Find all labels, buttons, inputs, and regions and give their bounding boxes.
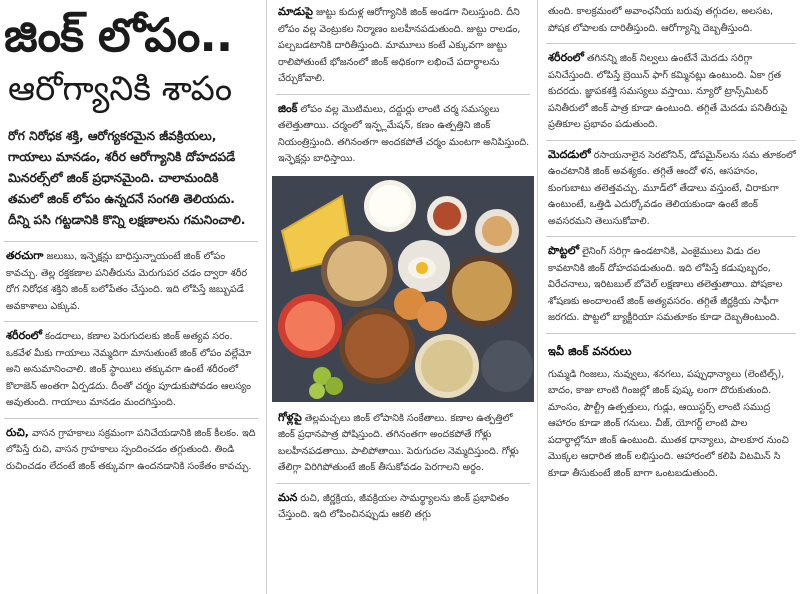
divider <box>546 333 796 334</box>
paragraph-text: జలుబు, ఇన్ఫెక్షన్లు బాధిస్తున్నాయంటే జింక్ లోపం కావచ్చు. తెల్ల రక్తకణాల పనితీరును మెరుగుపర చడం ద్వారా శరీర రోగ నిరోధక శక్తిని జింక్ బలోపేతం చేస్తుంది. ఇది లోపిస్తే జబ్బుపడే అవకాశాలు ఎక్కువ. <box>6 251 248 312</box>
paragraph-text: రుచి, జీర్ణక్రియ, జీవక్రియల సామర్థ్యాలను జింక్ ప్రభావితం చేస్తుంది. ఇది లోపించినప్పుడు ఆకలి తగ్గు <box>278 492 509 520</box>
paragraph-lead-word: శరీరంలో <box>548 51 584 64</box>
sources-paragraph: గుమ్మడి గింజలు, నువ్వులు, శనగలు, పప్పుధాన్యాలు (లెంటిల్స్), బాదం, కాజు లాంటి గింజల్లో జింక్ పుష్క లంగా దొరుకుతుంది. మాంసం, పౌల్ట్రీ ఉత్పత్తులు, గుడ్లు, ఆయిస్టర్స్ లాంటి సముద్ర ఆహారం కూడా జింక్ గనులు. చీజ్, యోగర్ట్ లాంటి పాల పదార్థాల్లోనూ జింక్ ఉంటుంది. ముతక ధాన్యాలు, పాలకూర నుంచి మొక్కల ఆధారిత జింక్ లభిస్తుంది. ఆహారంలో కలిపి విటమిన్ సి కూడా తీసుకుంటే జింక్ బాగా ఒంటబడుతుంది. <box>548 368 789 479</box>
article-paragraph <box>272 97 534 172</box>
paragraph-lead-word: పొట్టలో <box>548 244 580 257</box>
column-rule-1 <box>266 0 267 594</box>
intro-paragraph: రోగ నిరోధక శక్తి, ఆరోగ్యకరమైన జీవక్రియలు, గాయాలు మానడం, శరీర ఆరోగ్యానికి దోహదపడే మినరల్స్‌లో జింక్ ప్రధానమైంది. చాలామందికి తమలో జింక్ లోపం ఉన్నదనే సంగతి తెలియదు. దీన్ని పసి గట్టడానికి కొన్ని లక్షణాలను గమనించాలి. <box>8 129 246 227</box>
paragraph-lead-word: గోళ్లపై <box>278 410 302 424</box>
column-3 <box>542 0 800 486</box>
divider <box>4 321 258 322</box>
article-paragraph <box>0 324 262 416</box>
paragraph-text: లైనింగ్ సరిగ్గా ఉండటానికి, ఎంజైములు విడు దల కావటానికి జింక్ దోహదపడుతుంది. ఇది లోపిస్తే కడుపుబ్బరం, విరేచనాలు, ఇరిటబుల్ బోవెల్ లక్షణాలు తలెత్తుతాయి. పోషకాల శోషణకు అందాలంటే జింక్ అత్యవసరం. తగ్గితే జీర్ణక్రియ సాఫీగా జరగదు. పొట్టలో బ్యాక్టీరియా సమతూకం కూడా దెబ్బతింటుంది. <box>548 246 783 323</box>
sources-heading: ఇవీ జింక్ వనరులు <box>548 343 632 358</box>
paragraph-text: జుట్టు కుదుళ్ల ఆరోగ్యానికి జింక్ అండగా నిలుస్తుంది. దీని లోపం వల్ల వెంట్రుకల నిర్మాణం బలహీనపడుతుంది. జుట్టు రాలడం, పల్చబడటానికి దారితీస్తుంది. మామూలు కంటే ఎక్కువగా జుట్టు రాలిపోతుంటే భోజనంలో జింక్ అధికంగా లభించే పదార్థాలను చేర్చుకోవాలి. <box>278 7 521 84</box>
divider <box>276 94 530 95</box>
article-paragraph <box>0 421 262 480</box>
headline-line-2: ఆరోగ్యానికి శాపం <box>8 69 233 109</box>
article-paragraph <box>272 0 534 92</box>
paragraph-lead-word: రుచి, <box>6 425 29 439</box>
column-rule-2 <box>537 0 538 594</box>
article-paragraph <box>542 143 800 235</box>
divider <box>546 43 796 44</box>
paragraph-lead-word: మన <box>278 490 298 504</box>
paragraph-text: కండరాలు, కణాల పెరుగుదలకు జింక్ అత్యవ సరం. ఒకవేళ మీకు గాయాలు నెమ్మదిగా మానుతుంటే జింక్ లోపం వల్లేమో అని అనుమానించాలి. జింక్ స్థాయిలు తక్కువగా ఉంటే శరీరంలో కొలాజెన్ అంతగా ఏర్పడదు. దీంతో చర్మం పూడుకుపోవడం ఆలస్యం అవుతుంది. గాయాలు మానడం మందగిస్తుంది. <box>6 331 252 408</box>
paragraph-text: వాసన గ్రాహకాలు సక్రమంగా పనిచేయడానికి జింక్ కీలకం. ఇది లోపిస్తే రుచి, వాసన గ్రాహకాలు స్పందించడం తగ్గుతుంది. తిండి రుచించడం లేదంటే జింక్ తక్కువగా ఉందనడానికి సంకేతం కావచ్చు. <box>6 427 256 472</box>
paragraph-lead-word: మాడుపై <box>278 5 313 18</box>
divider <box>276 483 530 484</box>
divider <box>546 140 796 141</box>
paragraph-lead-word: శరీరంలో <box>6 329 42 342</box>
paragraph-lead-word: మెదడులో <box>548 147 591 161</box>
divider <box>4 241 258 242</box>
article-paragraph <box>272 486 534 528</box>
paragraph-text: రసాయనాలైన సెరటోనిన్, డోపమైన్‌లను సమ తూకంలో ఉంచటానికి జింక్ అవశ్యకం. తగ్గితే ఆందో ళన, ఆసహనం, కుంగుబాటు తలెత్తవచ్చు. మూడ్‌లో తేడాలు వస్తుంటే, చిరాకుగా ఉంటుంటే, ఒత్తిడి ఎదుర్కోవడం తెలియకుండా ఉంటే జింక్ అవసరమని తెలుసుకోవాలి. <box>548 149 796 227</box>
article-paragraph <box>0 244 262 319</box>
article-paragraph <box>542 239 800 331</box>
paragraph-lead-word: తరచుగా <box>6 249 44 262</box>
divider <box>546 236 796 237</box>
food-photo <box>272 176 534 402</box>
zinc-foods-illustration <box>272 176 534 402</box>
article-paragraph <box>542 46 800 138</box>
paragraph-text: తగినన్ని జింక్ నిల్వలు ఉంటేనే మెదడు సరిగ్గా పనిచేస్తుంది. లోపిస్తే బ్రెయిన్ ఫాగ్ కమ్మినట్లు ఉంటుంది. ఏకా గ్రత కుదరదు. జ్ఞాపకశక్తి సమస్యలు వస్తాయి. న్యూరో ట్రాన్స్‌మిటర్ పనితీరులో జింక్ పాత్ర కూడా ఉంటుంది. తగ్గితే మెదడు పనితీరుపై ప్రతికూల ప్రభావం పడుతుంది. <box>548 53 788 130</box>
divider <box>4 418 258 419</box>
column-2 <box>272 0 534 528</box>
article-paragraph <box>272 406 534 481</box>
headline-line-1: జింక్ లోపం.. <box>4 8 233 62</box>
paragraph-lead-word: జింక్ <box>278 101 298 115</box>
paragraph-text: లోపం వల్ల మొటిమలు, దద్దుర్లు లాంటి చర్మ సమస్యలు తలెత్తుతాయి. చర్మంలో ఇన్ఫ్లమేషన్, కణం ఉత్పత్తిని జింక్ నియంత్రిస్తుంది. తగినంతగా అందకపోతే చర్మం మంటగా అనిపిస్తుంది. ఇన్ఫెక్షన్లు బాధిస్తాయి. <box>278 103 530 164</box>
paragraph-text: తెల్లమచ్చలు జింక్ లోపానికి సంకేతాలు. కణాల ఉత్పత్తిలో జింక్ ప్రధానపాత్ర పోషిస్తుంది. తగినంతగా అందకపోతే గోళ్లు బలహీనపడతాయి. పాలిపోతాయి. పెరుగుదల నెమ్మదిస్తుంది. గోళ్లు తేలిగ్గా విరిగిపోతుంటే జింక్ తీసుకోవడం పెరగాలని అర్థం. <box>278 412 519 473</box>
article-paragraph <box>542 0 800 41</box>
column-1 <box>0 0 262 479</box>
paragraph-text: తుంది. కాలక్రమంలో అవాంఛనీయ బరువు తగ్గుదల, అలసట, పోషక లోపాలకు దారితీస్తుంది. ఆరోగ్యాన్ని దెబ్బతీస్తుంది. <box>548 6 774 34</box>
